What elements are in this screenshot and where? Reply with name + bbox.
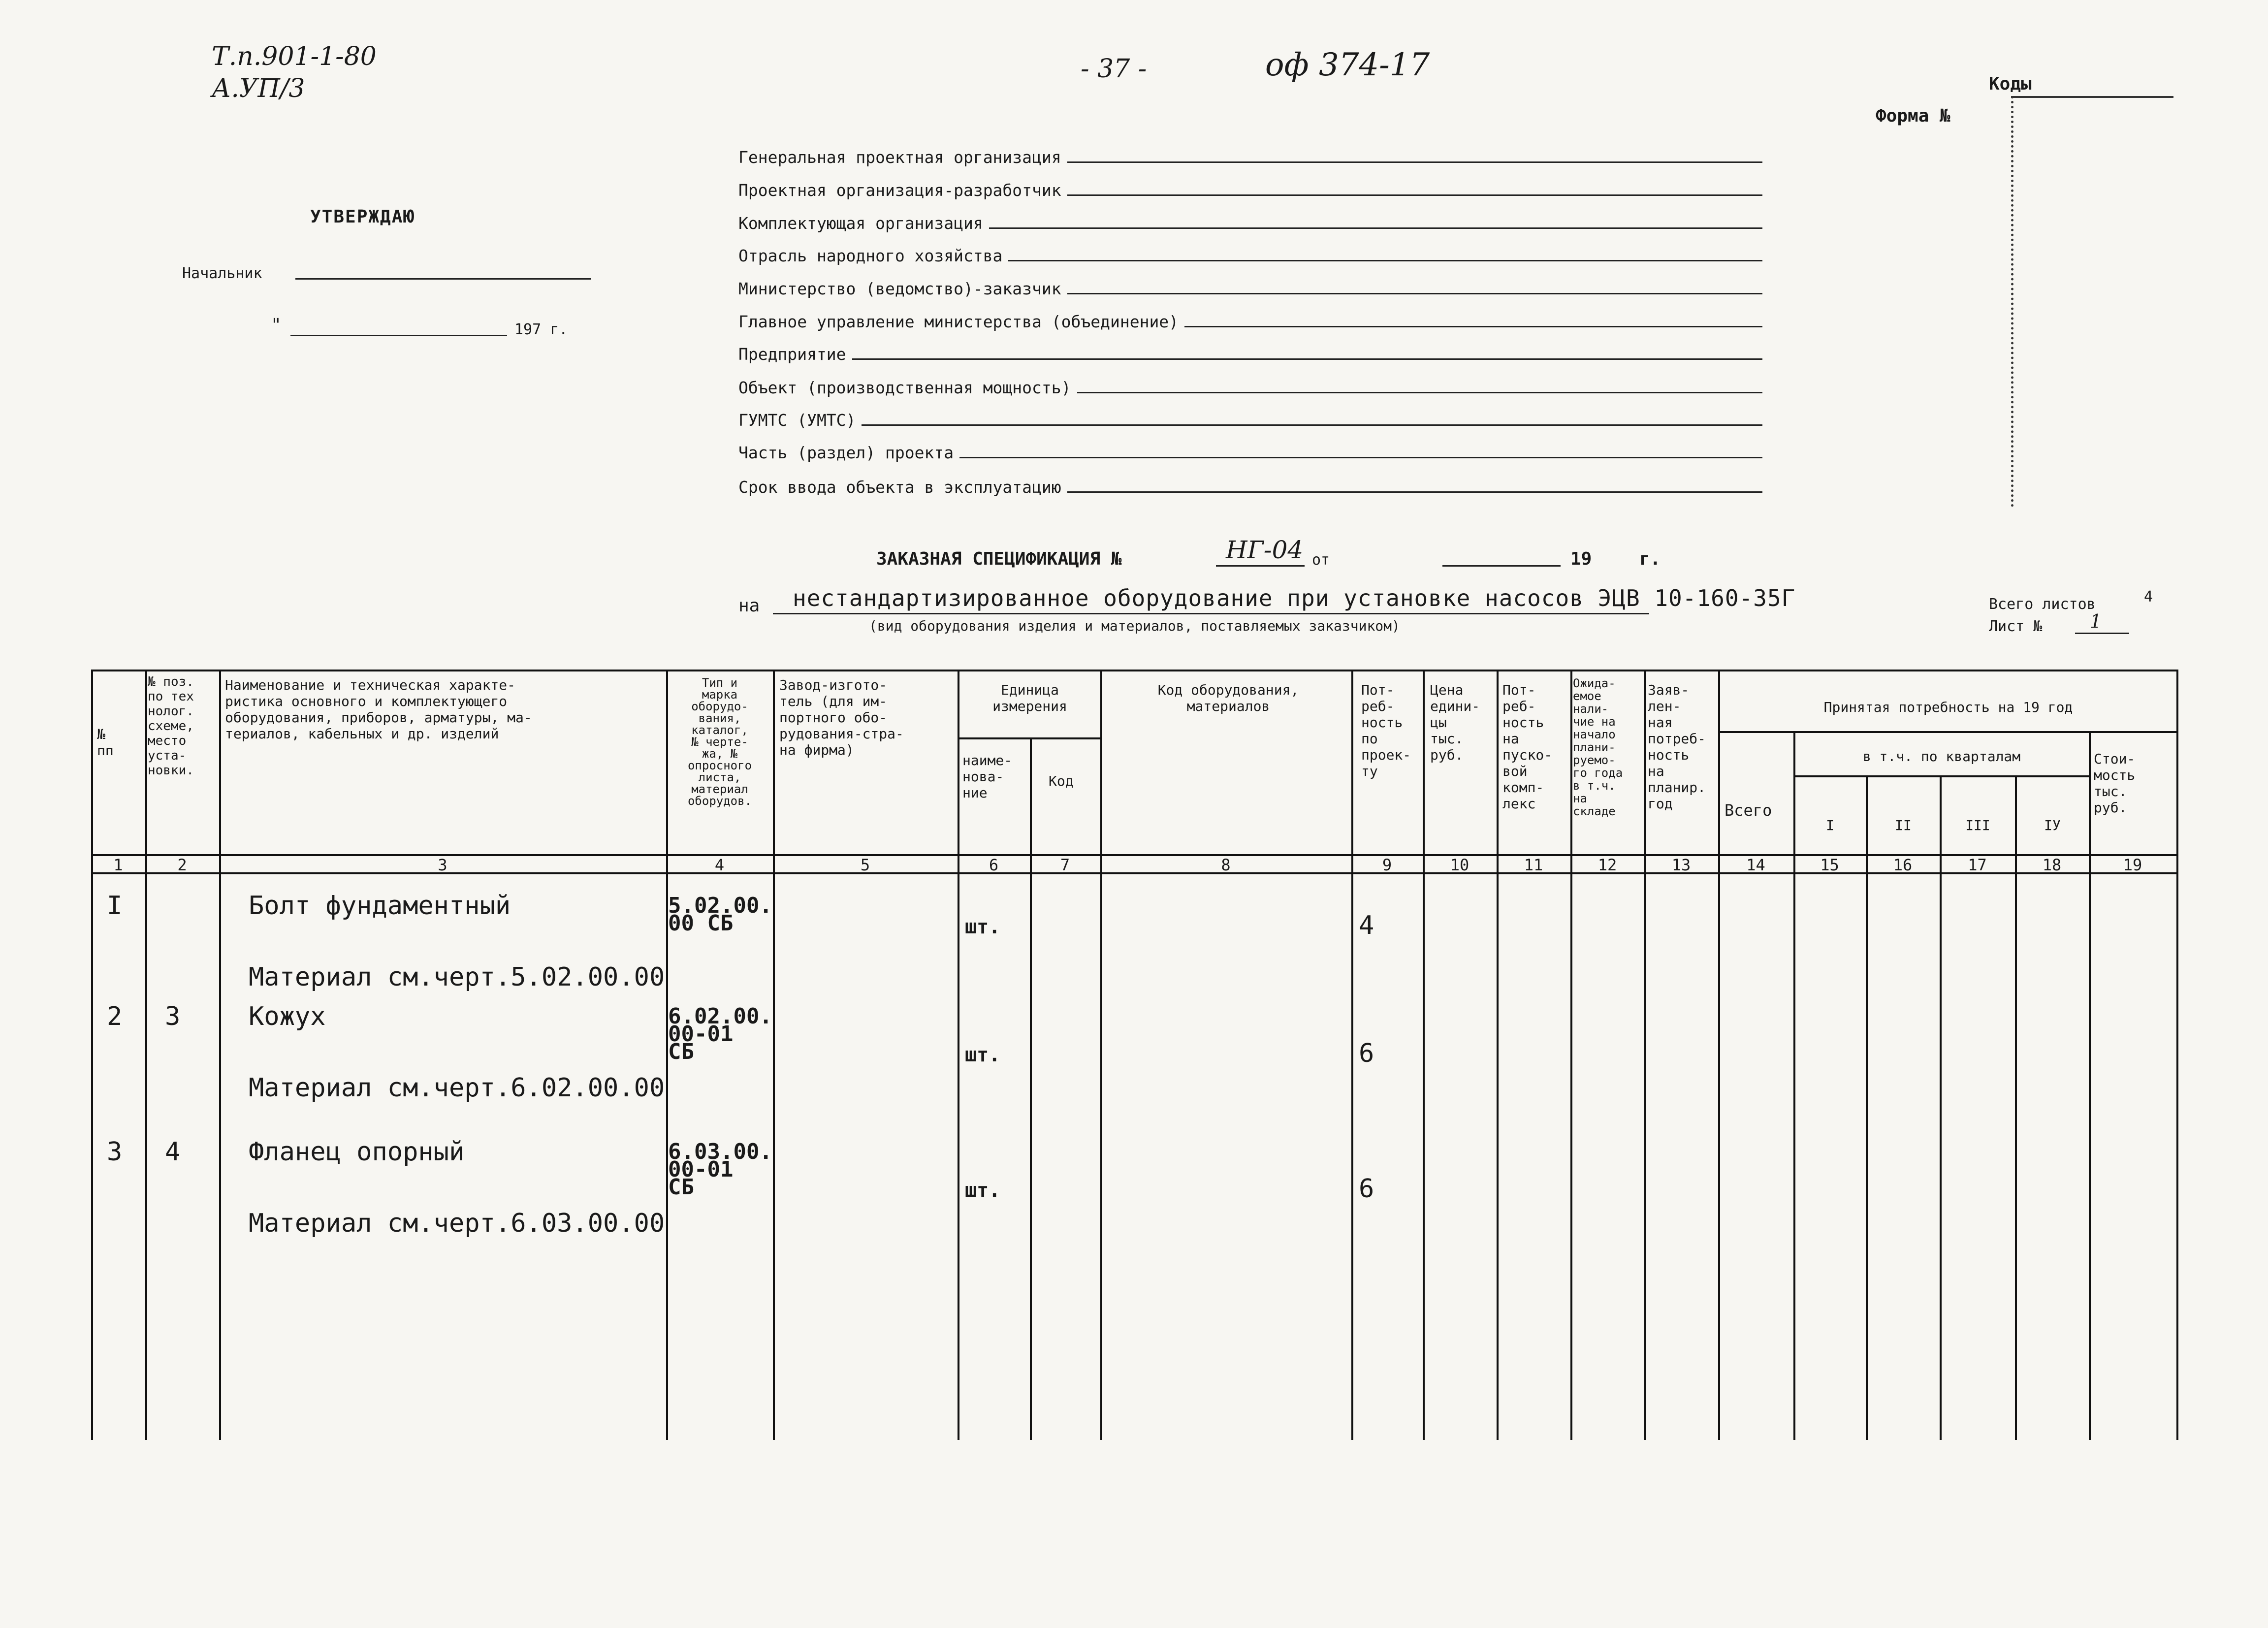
column-number: 1: [113, 856, 123, 874]
spec-date-line: [1442, 565, 1561, 567]
header-col-2: № поз. по тех нолог. схеме, место уста- новки.: [148, 674, 194, 778]
header-field-label: Предприятие: [738, 345, 846, 364]
spec-subject-note: (вид оборудования изделия и материалов, поставляемых заказчиком): [869, 618, 1400, 634]
chief-signature-line: [295, 278, 591, 280]
header-field: [738, 443, 1762, 462]
column-number: 19: [2123, 856, 2142, 874]
handwritten-stamp: оф 374-17: [1265, 47, 1430, 83]
row-quantity: 4: [1359, 911, 1374, 940]
header-field-label: Срок ввода объекта в эксплуатацию: [738, 478, 1061, 497]
col-line-5: [958, 670, 959, 1440]
column-number: 2: [177, 856, 187, 874]
col-line-2: [219, 670, 221, 1440]
row-position: 4: [165, 1137, 181, 1167]
header-col-11: Пот- реб- ность на пуско- вой комп- лекс: [1502, 682, 1553, 812]
header-field: [738, 148, 1762, 167]
spec-title: ЗАКАЗНАЯ СПЕЦИФИКАЦИЯ №: [876, 549, 1122, 569]
column-number: 16: [1893, 856, 1913, 874]
col-line-6: [1030, 737, 1032, 1440]
year-label: 197 г.: [514, 321, 568, 338]
header-col-13: Заяв- лен- ная потреб- ность на планир. год: [1648, 682, 1706, 812]
header-field-label: ГУМТС (УМТС): [738, 411, 856, 430]
chief-label: Начальник: [182, 265, 262, 282]
row-unit: шт.: [965, 1179, 1001, 1202]
header-col-5: Завод-изгото- тель (для им- портного обо- рудования-стра- на фирма): [779, 677, 904, 758]
column-number: 6: [989, 856, 999, 874]
spec-from: от: [1312, 551, 1330, 569]
row-name: Кожух: [249, 1002, 326, 1031]
spec-year: 19: [1570, 549, 1592, 569]
row-name: Фланец опорный: [249, 1137, 465, 1167]
row-number: 2: [107, 1002, 123, 1031]
unit-subheader-line: [958, 737, 1100, 739]
col-line-11: [1570, 670, 1572, 1440]
spec-on: на: [738, 596, 760, 616]
column-number: 17: [1968, 856, 1987, 874]
col-line-4: [773, 670, 775, 1440]
accepted-subheader-line: [1718, 731, 2178, 733]
header-field-line[interactable]: [1067, 293, 1762, 294]
doc-code-1: Т.п.901-1-80: [212, 42, 377, 71]
col-line-8: [1351, 670, 1353, 1440]
header-col-8: Код оборудования, материалов: [1157, 682, 1299, 714]
header-field-line[interactable]: [1008, 260, 1762, 261]
column-number: 18: [2042, 856, 2062, 874]
row-unit: шт.: [965, 916, 1001, 938]
header-field-line[interactable]: [852, 358, 1762, 360]
header-col-19: Стои- мость тыс. руб.: [2094, 751, 2136, 816]
header-field-label: Часть (раздел) проекта: [738, 443, 954, 462]
header-col-14: Всего: [1725, 801, 1772, 820]
row-type: 5.02.00. 00 СБ: [668, 893, 772, 936]
header-col-4: Тип и марка оборудо- вания, каталог, № черте- жа, № опросного листа, материал оборудов.: [687, 676, 752, 808]
header-field-line[interactable]: [1067, 194, 1762, 196]
header-quarters: в т.ч. по кварталам: [1862, 748, 2021, 765]
page-number: - 37 -: [1081, 54, 1147, 84]
header-field-label: Отрасль народного хозяйства: [738, 246, 1003, 265]
header-col-3: Наименование и техническая характе- ристика основного и комплектующего оборудования, приборов, арматуры, ма- териалов, кабельных и др. изделий: [225, 677, 532, 742]
header-field: [738, 312, 1762, 331]
header-col-9: Пот- реб- ность по проек- ту: [1361, 682, 1411, 779]
doc-code-2: А.УП/3: [212, 74, 305, 103]
col-line-7: [1100, 670, 1102, 1440]
header-field: [738, 214, 1762, 233]
column-number: 3: [438, 856, 447, 874]
header-unit: Единица измерения: [992, 682, 1067, 714]
approve-label: УТВЕРЖДАЮ: [310, 207, 415, 227]
row-number: I: [107, 891, 123, 921]
header-field-label: Главное управление министерства (объединение): [738, 312, 1179, 331]
spec-number-line: [1216, 565, 1305, 567]
header-field: [738, 246, 1762, 265]
column-number: 10: [1450, 856, 1469, 874]
header-field-label: Генеральная проектная организация: [738, 148, 1061, 167]
column-number: 7: [1060, 856, 1070, 874]
row-name: Болт фундаментный: [249, 891, 511, 921]
spec-subject-line: [773, 613, 1649, 614]
column-number: 9: [1382, 856, 1392, 874]
header-col-1: № пп: [97, 726, 114, 759]
col-line-12: [1644, 670, 1646, 1440]
form-number-label: Форма №: [1876, 106, 1950, 126]
codes-top-line: [2011, 96, 2173, 98]
header-col-7: Код: [1049, 773, 1074, 789]
header-field: [738, 181, 1762, 200]
header-col-6: наиме- нова- ние: [962, 752, 1013, 801]
col-line-14: [1793, 731, 1795, 1440]
col-line-10: [1497, 670, 1499, 1440]
spec-subject: нестандартизированное оборудование при установке насосов ЭЦВ 10-160-35Г: [793, 585, 1796, 611]
sheets-total-label: Всего листов: [1989, 596, 2096, 613]
row-material: Материал см.черт.6.02.00.00: [249, 1073, 665, 1103]
col-line-0: [91, 670, 93, 1440]
header-field-label: Объект (производственная мощность): [738, 378, 1071, 397]
col-line-16: [1940, 775, 1942, 1440]
col-line-9: [1423, 670, 1425, 1440]
header-field: [738, 411, 1762, 430]
sheet-number-line: [2075, 633, 2129, 634]
specification-table: [91, 670, 2178, 1440]
header-field: [738, 345, 1762, 364]
row-quantity: 6: [1359, 1039, 1374, 1068]
header-col-15: I: [1826, 817, 1834, 833]
codes-label: Коды: [1989, 74, 2032, 94]
header-field: [738, 279, 1762, 298]
column-number: 13: [1671, 856, 1691, 874]
column-number: 4: [714, 856, 725, 874]
row-material: Материал см.черт.5.02.00.00: [249, 962, 665, 992]
column-number: 14: [1746, 856, 1765, 874]
header-field: [738, 378, 1762, 397]
column-number: 12: [1597, 856, 1617, 874]
spec-number: НГ-04: [1226, 536, 1304, 564]
spec-year-suffix: г.: [1639, 549, 1661, 569]
table-top-border: [91, 670, 2178, 671]
column-number: 11: [1524, 856, 1543, 874]
header-accepted: Принятая потребность на 19 год: [1823, 699, 2073, 715]
sheets-total: 4: [2144, 588, 2153, 606]
header-field-line[interactable]: [1184, 326, 1762, 327]
header-col-12: Ожида- емое нали- чие на начало плани- руемо- го года в т.ч. на складе: [1573, 676, 1623, 818]
header-field-line[interactable]: [1067, 161, 1762, 163]
date-quote: ": [271, 315, 282, 335]
header-col-16: II: [1895, 817, 1912, 833]
header-field-line[interactable]: [862, 424, 1762, 426]
date-line: [290, 335, 507, 336]
sheet-label: Лист №: [1989, 618, 2043, 635]
sheet-number: 1: [2090, 610, 2102, 632]
column-number: 5: [860, 856, 870, 874]
header-field-label: Комплектующая организация: [738, 214, 983, 233]
row-number: 3: [107, 1137, 123, 1167]
header-field-line[interactable]: [1067, 491, 1762, 493]
col-line-15: [1866, 775, 1868, 1440]
column-number: 15: [1820, 856, 1839, 874]
header-field-line[interactable]: [989, 227, 1762, 229]
header-field-label: Министерство (ведомство)-заказчик: [738, 279, 1061, 298]
header-field-label: Проектная организация-разработчик: [738, 181, 1061, 200]
header-col-18: IУ: [2044, 817, 2061, 833]
header-col-17: III: [1965, 817, 1990, 833]
row-position: 3: [165, 1002, 181, 1031]
header-field-line[interactable]: [959, 457, 1762, 458]
col-line-18: [2089, 731, 2091, 1440]
row-quantity: 6: [1359, 1174, 1374, 1204]
col-line-1: [145, 670, 147, 1440]
row-type: 6.02.00. 00-01 СБ: [668, 1004, 772, 1064]
codes-column-line: [2011, 96, 2013, 507]
header-field: [738, 478, 1762, 497]
column-number: 8: [1221, 856, 1231, 874]
row-type: 6.03.00. 00-01 СБ: [668, 1139, 772, 1200]
col-line-17: [2015, 775, 2017, 1440]
row-unit: шт.: [965, 1044, 1001, 1066]
header-field-line[interactable]: [1077, 392, 1762, 393]
row-material: Материал см.черт.6.03.00.00: [249, 1209, 665, 1238]
header-col-10: Цена едини- цы тыс. руб.: [1430, 682, 1480, 763]
